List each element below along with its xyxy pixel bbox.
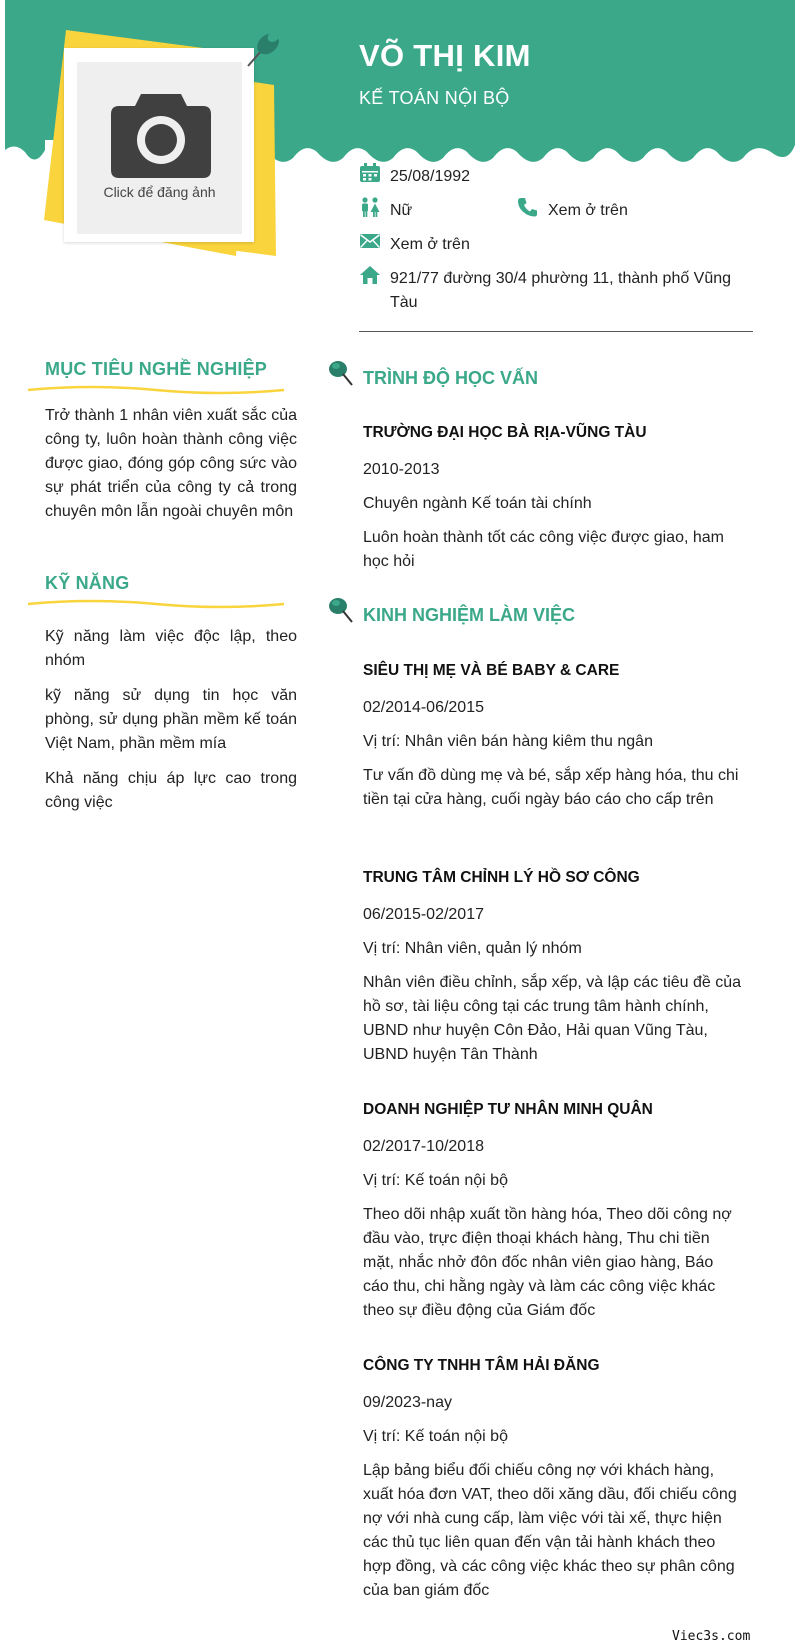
job-description: Nhân viên điều chỉnh, sắp xếp, và lập các tiêu đề của hồ sơ, tài liệu công tại các trung tâm hành chính, UBND như huyện Côn Đảo, Hải quan Vũng Tàu, UBND huyện Tân Thành (363, 974, 742, 1063)
candidate-job-title: KẾ TOÁN NỘI BỘ (359, 88, 510, 108)
contact-address: 921/77 đường 30/4 phường 11, thành phố Vũng Tàu (359, 265, 739, 317)
gender-icon (359, 197, 381, 217)
skills-underline (28, 598, 284, 610)
skill-item: Kỹ năng làm việc độc lập, theo nhóm (45, 628, 297, 669)
contact-dob: 25/08/1992 (359, 163, 659, 189)
job-period: 06/2015-02/2017 (363, 906, 484, 923)
job-description: Lập bảng biểu đối chiếu công nợ với khách hàng, xuất hóa đơn VAT, theo dõi xăng dầu, đối chiếu công nợ với nhà cung cấp, làm việc với tài xế, thực hiện các thủ tục liên quan đến vận tải hành khách theo hợp đồng, và các công việc khác theo sự phân công của ban giám đốc (363, 1462, 737, 1599)
header-divider (359, 331, 753, 332)
experience-title: KINH NGHIỆM LÀM VIỆC (363, 605, 576, 625)
education-period: 2010-2013 (363, 461, 440, 478)
job-position: Vị trí: Kế toán nội bộ (363, 1172, 508, 1189)
site-watermark: Viec3s.com (672, 1629, 751, 1644)
contact-phone: Xem ở trên (517, 197, 697, 223)
thumbtack-icon (240, 26, 286, 72)
education-note: Luôn hoàn thành tốt các công việc được giao, ham học hỏi (363, 529, 724, 570)
photo-upload[interactable] (44, 30, 284, 270)
objective-title: MỤC TIÊU NGHỀ NGHIỆP (45, 359, 268, 379)
skill-item: kỹ năng sử dụng tin học văn phòng, sử dụng phần mềm kế toán Việt Nam, phần mềm mía (45, 687, 297, 752)
contact-email: Xem ở trên (359, 231, 659, 257)
education-title: TRÌNH ĐỘ HỌC VẤN (363, 368, 538, 388)
job-period: 02/2017-10/2018 (363, 1138, 484, 1155)
candidate-name: VÕ THỊ KIM (359, 38, 531, 73)
skill-item: Khả năng chịu áp lực cao trong công việc (45, 770, 297, 811)
pin-icon (328, 596, 354, 624)
job-company: CÔNG TY TNHH TÂM HẢI ĐĂNG (363, 1357, 600, 1374)
job-company: SIÊU THỊ MẸ VÀ BÉ BABY & CARE (363, 662, 620, 679)
photo-caption: Click để đăng ảnh (103, 184, 216, 200)
camera-icon (111, 90, 211, 178)
job-position: Vị trí: Nhân viên, quản lý nhóm (363, 940, 582, 957)
job-position: Vị trí: Kế toán nội bộ (363, 1428, 508, 1445)
job-period: 09/2023-nay (363, 1394, 452, 1411)
job-description: Theo dõi nhập xuất tồn hàng hóa, Theo dõi công nợ đầu vào, trực điện thoại khách hàng, Thu chi tiền mặt, nhắc nhở đôn đốc nhân viên giao hàng, Báo cáo thu, chi hằng ngày và làm các công việc khác theo sự điều động của Giám đốc (363, 1206, 732, 1319)
job-description: Tư vấn đồ dùng mẹ và bé, sắp xếp hàng hóa, thu chi tiền tại cửa hàng, cuối ngày báo cáo cho cấp trên (363, 767, 739, 808)
job-company: TRUNG TÂM CHỈNH LÝ HỒ SƠ CÔNG (363, 869, 640, 886)
home-icon (359, 265, 381, 285)
education-school: TRƯỜNG ĐẠI HỌC BÀ RỊA-VŨNG TÀU (363, 424, 647, 441)
contact-gender: Nữ (359, 197, 499, 223)
job-company: DOANH NGHIỆP TƯ NHÂN MINH QUÂN (363, 1101, 653, 1118)
skills-title: KỸ NĂNG (45, 573, 130, 593)
email-icon (359, 231, 381, 251)
phone-icon (517, 197, 539, 217)
objective-text: Trở thành 1 nhân viên xuất sắc của công ty, luôn hoàn thành công việc được giao, đóng góp công sức vào sự phát triển của công ty cả trong chuyên môn lẫn ngoài chuyên môn (45, 407, 297, 520)
job-period: 02/2014-06/2015 (363, 699, 484, 716)
education-major: Chuyên ngành Kế toán tài chính (363, 495, 592, 512)
objective-underline (28, 384, 284, 396)
photo-frame (64, 48, 254, 242)
job-position: Vị trí: Nhân viên bán hàng kiêm thu ngân (363, 733, 653, 750)
photo-placeholder[interactable] (77, 62, 242, 234)
pin-icon (328, 359, 354, 387)
calendar-icon (359, 163, 381, 183)
